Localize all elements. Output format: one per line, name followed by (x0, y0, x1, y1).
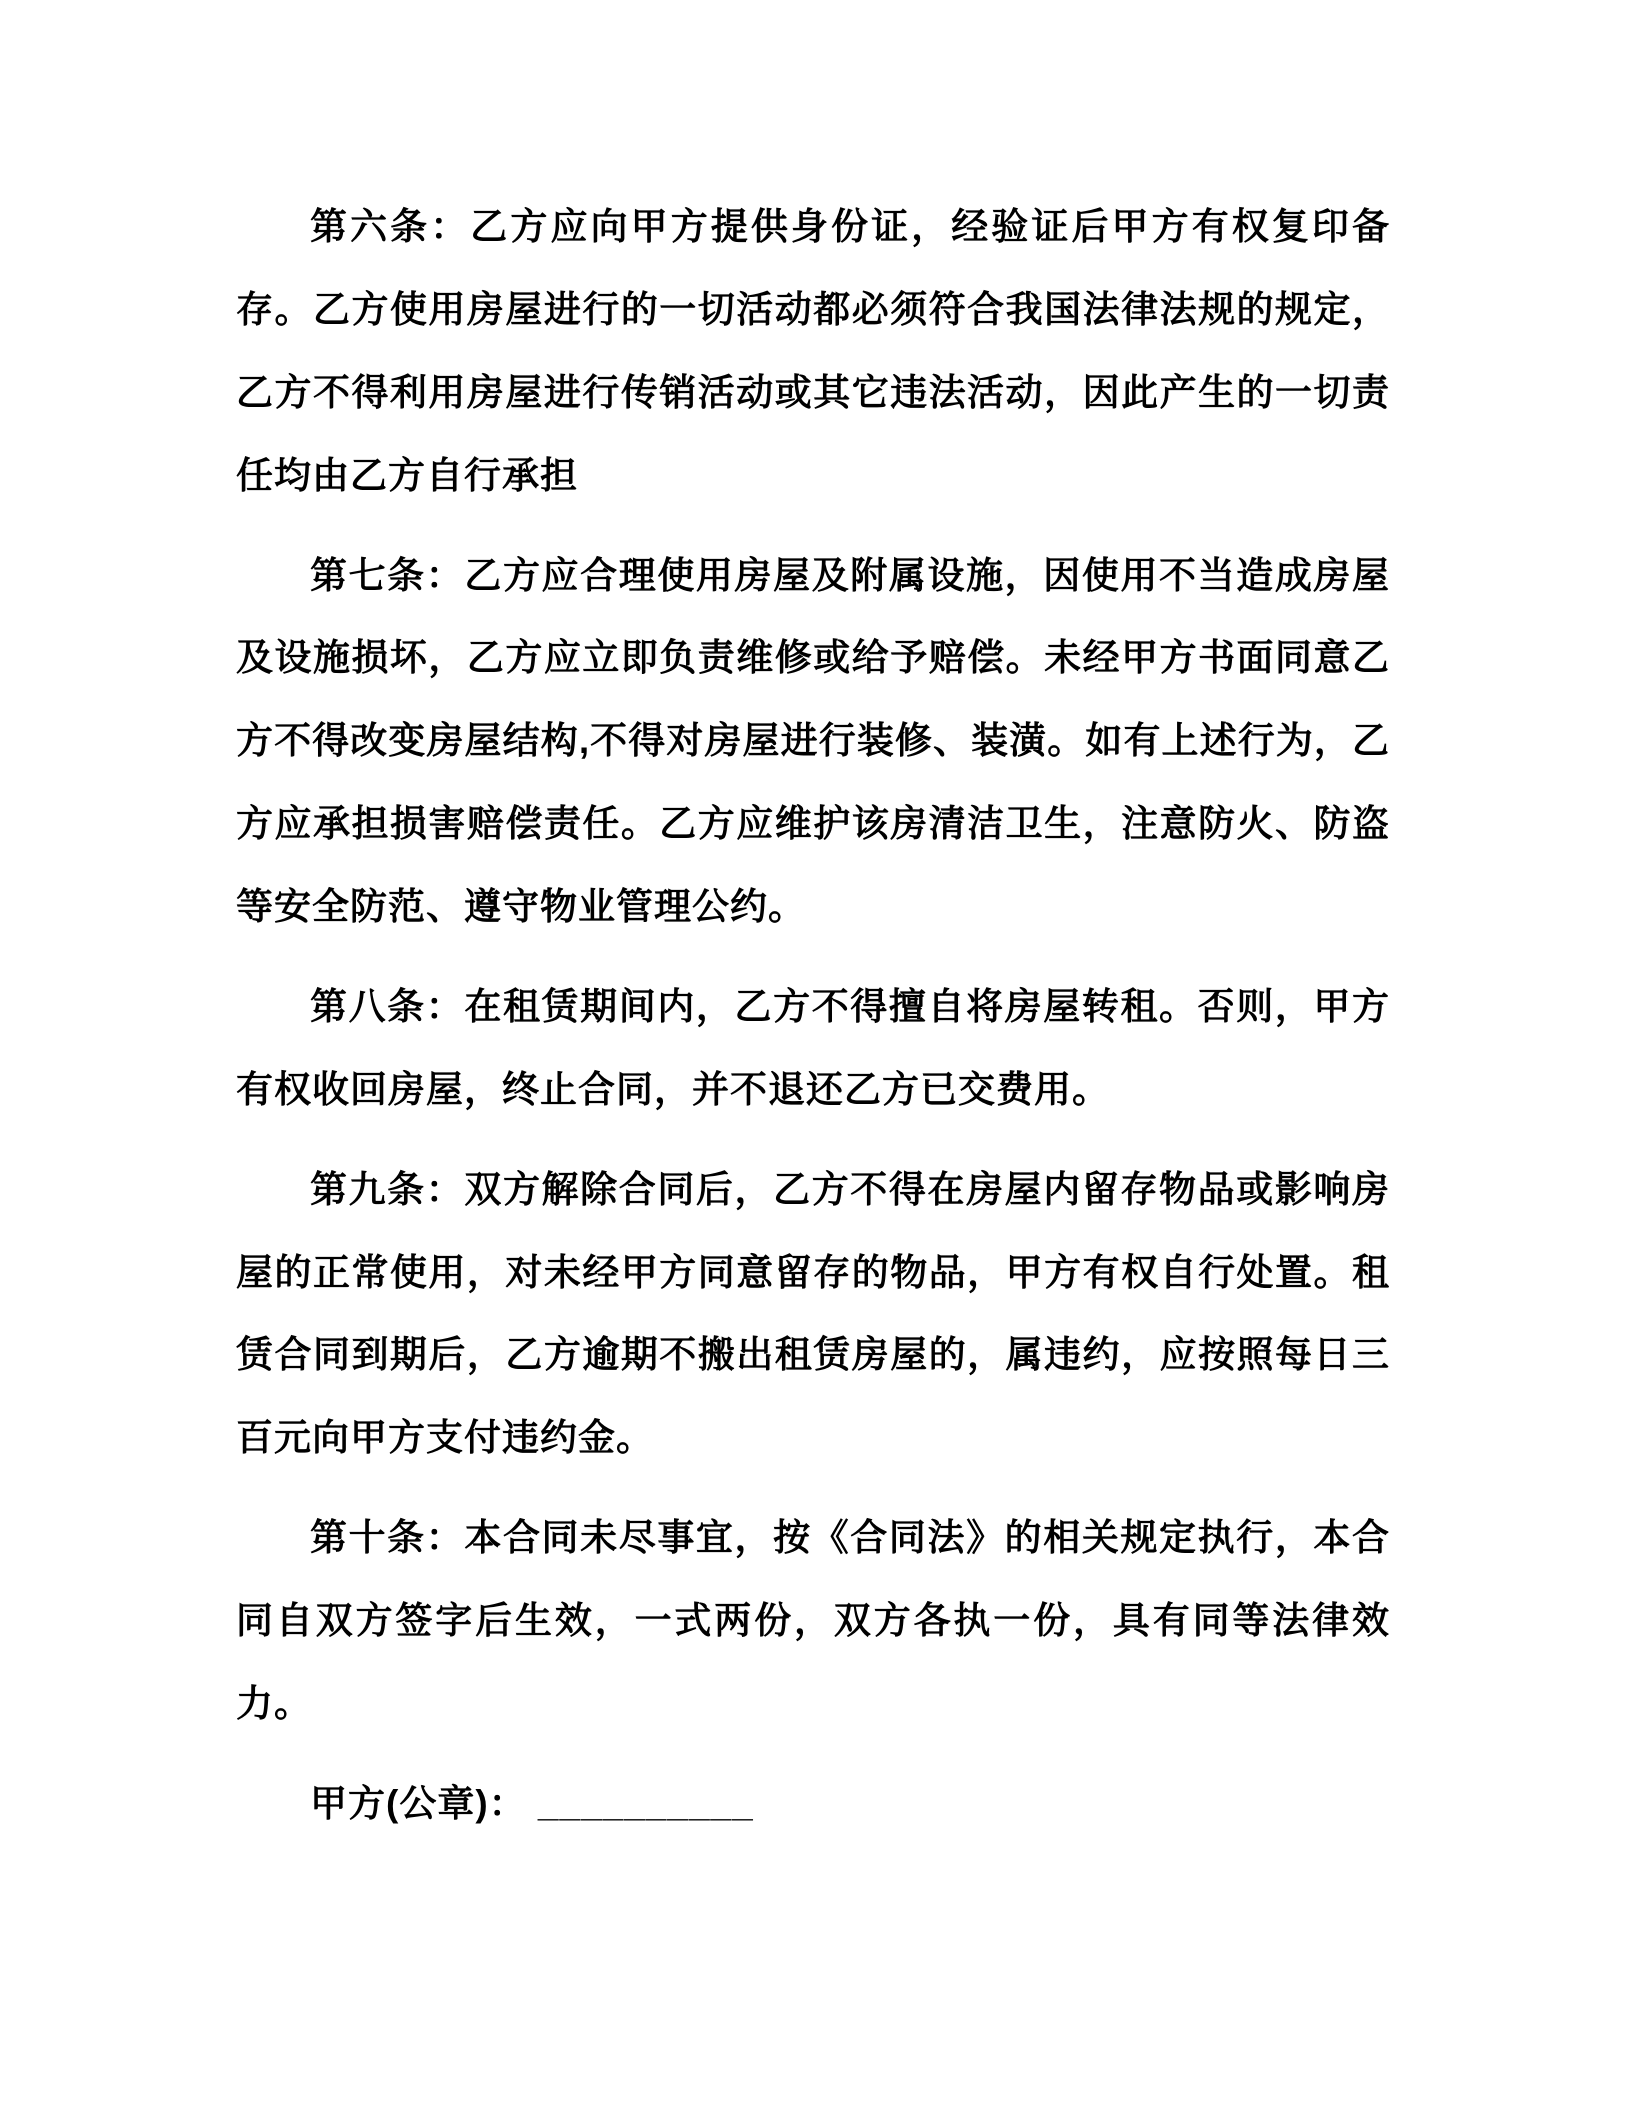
contract-clause-10: 第十条：本合同未尽事宜，按《合同法》的相关规定执行，本合同自双方签字后生效，一式两份，双方各执一份，具有同等法律效力。 (236, 1517, 1390, 1724)
contract-clause-9: 第九条：双方解除合同后，乙方不得在房屋内留存物品或影响房屋的正常使用，对未经甲方同意留存的物品，甲方有权自行处置。租赁合同到期后，乙方逾期不搬出租赁房屋的，属违约，应按照每日三百元向甲方支付违约金。 (236, 1168, 1390, 1459)
contract-clause-7: 第七条：乙方应合理使用房屋及附属设施，因使用不当造成房屋及设施损坏，乙方应立即负责维修或给予赔偿。未经甲方书面同意乙方不得改变房屋结构,不得对房屋进行装修、装潢。如有上述行为，乙方应承担损害赔偿责任。乙方应维护该房清洁卫生，注意防火、防盗等安全防范、遵守物业管理公约。 (236, 554, 1390, 927)
contract-clause-8: 第八条：在租赁期间内，乙方不得擅自将房屋转租。否则，甲方有权收回房屋，终止合同，并不退还乙方已交费用。 (236, 985, 1390, 1110)
contract-clause-6: 第六条：乙方应向甲方提供身份证，经验证后甲方有权复印备存。乙方使用房屋进行的一切活动都必须符合我国法律法规的规定，乙方不得利用房屋进行传销活动或其它违法活动，因此产生的一切责任均由乙方自行承担 (236, 206, 1390, 496)
party-a-seal-line: 甲方(公章)： __________ (310, 1782, 754, 1824)
